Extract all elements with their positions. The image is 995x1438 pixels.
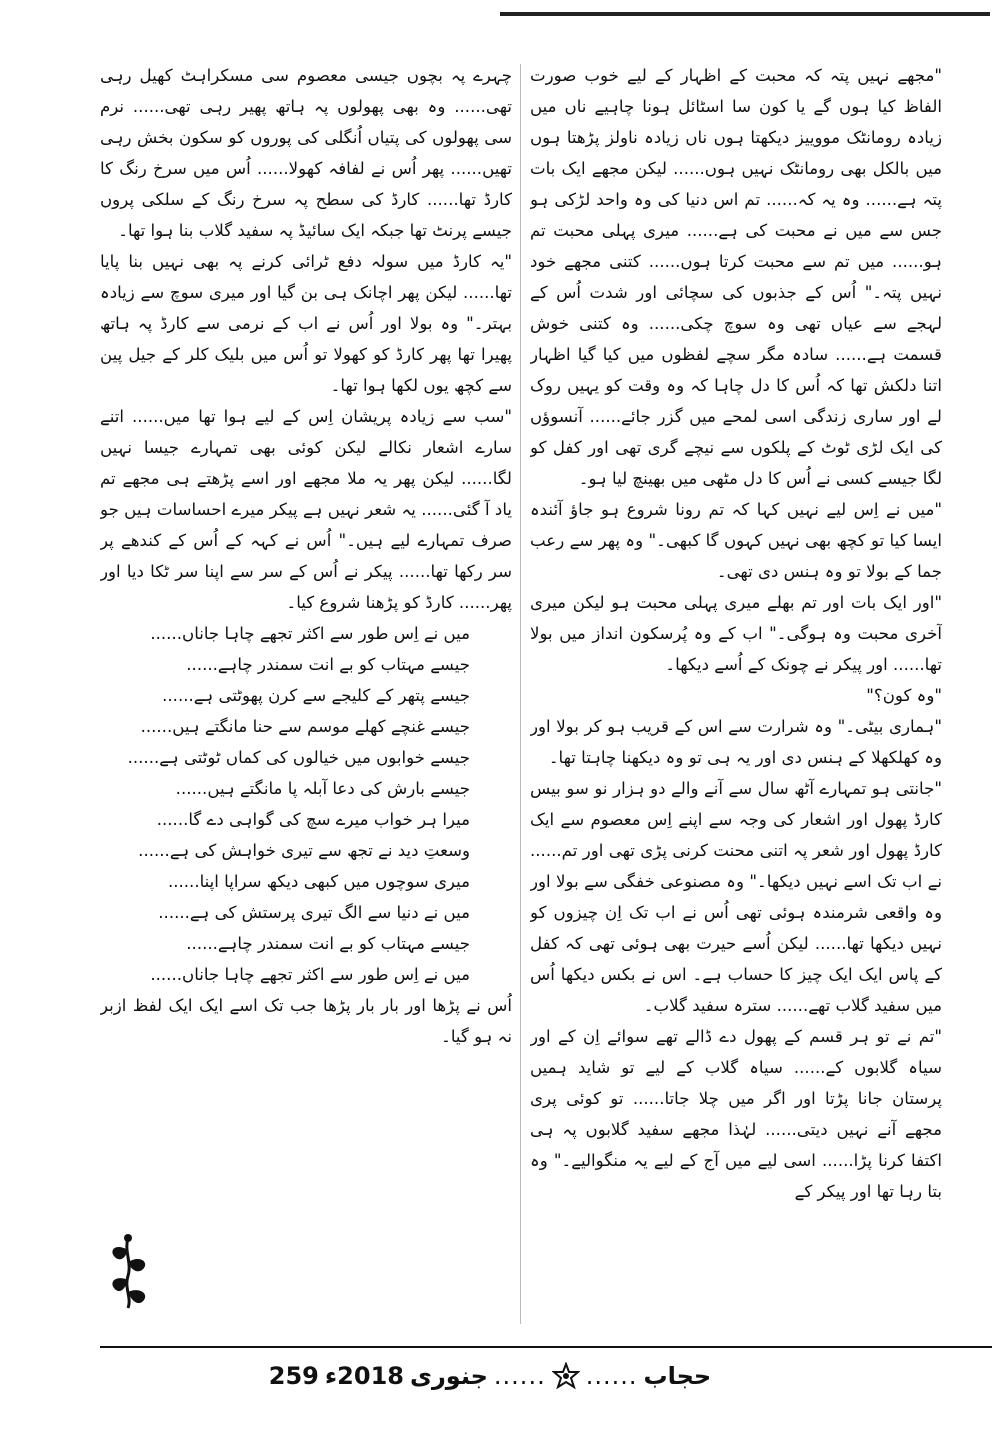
paragraph: "یہ کارڈ میں سولہ دفع ٹرائی کرنے پہ بھی نہیں بنا پایا تھا...... لیکن پھر اچانک ہی بن گیا اور میری سوچ سے زیادہ بہتر۔" وہ بولا اور اُس نے اب کے نرمی سے کارڈ پہ ہاتھ پھیرا تھا پھر کارڈ کو کھولا تو اُس میں بلیک کلر کے جیل پین سے کچھ یوں لکھا ہوا تھا۔	[100, 252, 512, 395]
poem-line: جیسے مہتاب کو بے انت سمندر چاہے......	[186, 655, 470, 674]
footer-dots: ......	[493, 1362, 546, 1390]
issue-month: جنوری	[409, 1362, 488, 1390]
paragraph: "سب سے زیادہ پریشان اِس کے لیے ہوا تھا میں...... اتنے سارے اشعار نکالے لیکن کوئی بھی تمہارے جیسا نہیں لگا...... لیکن پھر یہ ملا مجھے اور اسے پڑھتے ہی مجھے تم یاد آ گئی...... یہ شعر نہیں ہے پیکر میرے احساسات ہیں جو صرف تمہارے لیے ہیں۔" اُس نے کہہ کے اُس کے کندھے پر سر رکھا تھا...... پیکر نے اُس کے سر سے اپنا سر ٹکا دیا اور پھر...... کارڈ کو پڑھنا شروع کیا۔	[100, 407, 512, 612]
paragraph: "میں نے اِس لیے نہیں کہا کہ تم رونا شروع ہو جاؤ آئندہ ایسا کیا تو کچھ بھی نہیں کہوں گا کبھی۔" وہ پھر سے رعب جما کے بولا تو وہ ہنس دی تھی۔	[530, 500, 942, 581]
poem-line: جیسے پتھر کے کلیجے سے کرن پھوٹتی ہے......	[162, 686, 470, 705]
floral-ornament-icon	[102, 1232, 154, 1312]
poem-line: میں نے اِس طور سے اکثر تجھے چاہا جاناں......	[150, 624, 470, 643]
poem-line: میری سوچوں میں کبھی دیکھ سراپا اپنا......	[167, 872, 470, 891]
paragraph: "اور ایک بات اور تم بھلے میری پہلی محبت ہو لیکن میری آخری محبت وہ ہوگی۔" اب کے وہ پُرسکون انداز میں بولا تھا...... اور پیکر نے چونک کے اُسے دیکھا۔	[530, 593, 942, 674]
paragraph: "جانتی ہو تمہارے آٹھ سال سے آنے والے دو ہزار نو سو بیس کارڈ پھول اور اشعار کی وجہ سے اپنے اِس معصوم سے ایک کارڈ پھول اور شعر پہ اتنی محنت کرنی پڑی تھی اور تم...... نے اب تک اسے نہیں دیکھا۔" وہ مصنوعی خفگی سے بولا اور وہ واقعی شرمندہ ہوئی تھی اُس نے اب تک اِن چیزوں کو نہیں دیکھا تھا...... لیکن اُسے حیرت بھی ہوئی تھی کہ کفل کے پاس ایک ایک چیز کا حساب ہے۔ اس نے بکس دیکھا اُس میں سفید گلاب تھے...... سترہ سفید گلاب۔	[530, 779, 942, 1015]
star-icon	[552, 1362, 580, 1390]
top-rule	[500, 12, 990, 16]
magazine-name: حجاب	[643, 1362, 712, 1390]
footer-dots: ......	[585, 1362, 638, 1390]
poem-line: جیسے خوابوں میں خیالوں کی کماں ٹوٹتی ہے......	[127, 748, 470, 767]
left-column	[100, 60, 512, 1330]
right-column	[530, 60, 942, 1330]
paragraph: "ہماری بیٹی۔" وہ شرارت سے اس کے قریب ہو کر بولا اور وہ کھلکھلا کے ہنس دی اور یہ ہی تو وہ دیکھنا چاہتا تھا۔	[530, 717, 942, 767]
poem-line: جیسے غنچے کھلے موسم سے حنا مانگتے ہیں......	[140, 717, 470, 736]
poem	[100, 618, 512, 990]
page-footer	[250, 1354, 730, 1398]
paragraph: اُس نے پڑھا اور بار بار پڑھا جب تک اسے ایک ایک لفظ ازبر نہ ہو گیا۔	[100, 996, 512, 1046]
paragraph: "تم نے تو ہر قسم کے پھول دے ڈالے تھے سوائے اِن کے اور سیاہ گلابوں کے...... سیاہ گلاب کے لیے تو شاید ہمیں پرستان جانا پڑتا اور اگر میں چلا جاتا...... تو کوئی پری مجھے آنے نہیں دیتی...... لہٰذا مجھے سفید گلابوں پہ ہی اکتفا کرنا پڑا...... اسی لیے میں آج کے لیے یہ منگوالیے۔" وہ بتا رہا تھا اور پیکر کے	[530, 1027, 942, 1201]
paragraph: چہرے پہ بچوں جیسی معصوم سی مسکراہٹ کھیل رہی تھی...... وہ بھی پھولوں پہ ہاتھ پھیر رہی تھی...... نرم سی پھولوں کی پتیاں اُنگلی کی پوروں کو سکون بخش رہی تھیں...... پھر اُس نے لفافہ کھولا...... اُس میں سرخ رنگ کا کارڈ تھا...... کارڈ کی سطح پہ سرخ رنگ کے سلکی پروں جیسے پرنٹ تھا جبکہ ایک سائیڈ پہ سفید گلاب بنا ہوا تھا۔	[100, 66, 512, 240]
poem-line: میں نے دنیا سے الگ تیری پرستش کی ہے......	[158, 903, 470, 922]
poem-line: میں نے اِس طور سے اکثر تجھے چاہا جاناں......	[150, 965, 470, 984]
paragraph: "وہ کون؟"	[866, 686, 942, 705]
footer-rule	[100, 1346, 992, 1348]
page-number: 259	[268, 1362, 319, 1390]
poem-line: میرا ہر خواب میرے سچ کی گواہی دے گا......	[156, 810, 470, 829]
paragraph: "مجھے نہیں پتہ کہ محبت کے اظہار کے لیے خوب صورت الفاظ کیا ہوں گے یا کون سا اسٹائل ہونا چاہیے ناں میں زیادہ رومانٹک مووییز دیکھتا ہوں ناں زیادہ ناولز پڑھتا ہوں میں بالکل بھی رومانٹک نہیں ہوں...... لیکن مجھے ایک بات پتہ ہے...... وہ یہ کہ...... تم اس دنیا کی وہ واحد لڑکی ہو جس سے میں نے محبت کی ہے...... میری پہلی محبت تم ہو...... میں تم سے محبت کرتا ہوں...... کتنی مجھے خود نہیں پتہ۔" اُس کے جذبوں کی سچائی اور شدت اُس کے لہجے سے عیاں تھی وہ سوچ چکی...... وہ کتنی خوش قسمت ہے...... سادہ مگر سچے لفظوں میں کیا گیا اظہار اتنا دلکش تھا کہ اُس کا دل چاہا کہ وہ وقت کو یہیں روک لے اور ساری زندگی اسی لمحے میں گزر جائے...... آنسوؤں کی ایک لڑی ٹوٹ کے پلکوں سے نیچے گری تھی اور کفل کو لگا جیسے کسی نے اُس کا دل مٹھی میں بھینچ لیا ہو۔	[530, 66, 942, 488]
poem-line: وسعتِ دید نے تجھ سے تیری خواہش کی ہے......	[138, 841, 470, 860]
column-divider	[520, 64, 521, 1324]
poem-line: جیسے بارش کی دعا آبلہ پا مانگتے ہیں......	[175, 779, 470, 798]
poem-line: جیسے مہتاب کو بے انت سمندر چاہے......	[186, 934, 470, 953]
issue-year: 2018ء	[324, 1362, 404, 1390]
